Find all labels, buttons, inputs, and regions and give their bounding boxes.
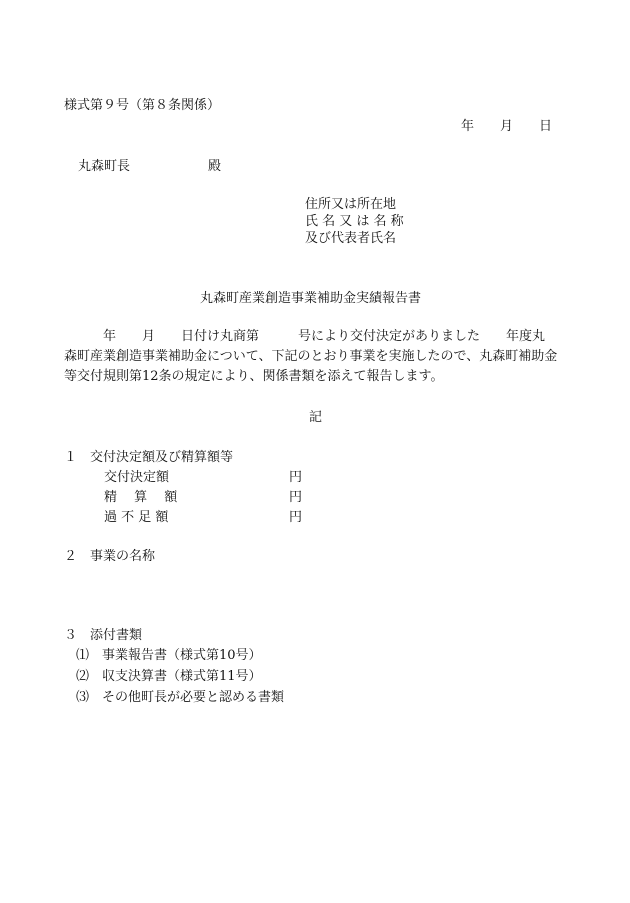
amount-label-settlement: 精 算 額 (104, 490, 178, 505)
body-line-2: 森町産業創造事業補助金について、下記のとおり事業を実施したので、丸森町補助金 (64, 349, 558, 364)
addressee: 丸森町長 殿 (78, 159, 222, 174)
section2-heading: ２ 事業の名称 (64, 549, 156, 564)
body-line-3: 等交付規則第12条の規定により、関係書類を添えて報告します。 (64, 369, 444, 384)
amount-unit-difference: 円 (289, 510, 303, 525)
applicant-name-label: 氏 名 又 は 名 称 (305, 214, 404, 229)
attachment-item-1: ⑴ 事業報告書（様式第10号） (76, 648, 262, 663)
section3-heading: ３ 添付書類 (64, 628, 143, 643)
section1-heading: １ 交付決定額及び精算額等 (64, 450, 234, 465)
document-title: 丸森町産業創造事業補助金実績報告書 (200, 291, 422, 306)
form-number: 様式第９号（第８条関係） (64, 98, 221, 113)
amount-unit-decision: 円 (289, 470, 303, 485)
amount-label-difference: 過 不 足 額 (104, 510, 169, 525)
applicant-address-label: 住所又は所在地 (305, 197, 397, 212)
body-line-1: 年 月 日付け丸商第 号により交付決定がありました 年度丸 (64, 329, 546, 344)
ki-heading: 記 (309, 410, 323, 425)
attachment-item-2: ⑵ 収支決算書（様式第11号） (76, 669, 262, 684)
attachment-item-3: ⑶ その他町長が必要と認める書類 (76, 690, 285, 705)
amount-label-decision: 交付決定額 (104, 470, 170, 485)
amount-unit-settlement: 円 (289, 490, 303, 505)
applicant-rep-label: 及び代表者氏名 (305, 231, 397, 246)
date-line: 年 月 日 (461, 119, 553, 134)
body-paragraph (64, 327, 572, 387)
